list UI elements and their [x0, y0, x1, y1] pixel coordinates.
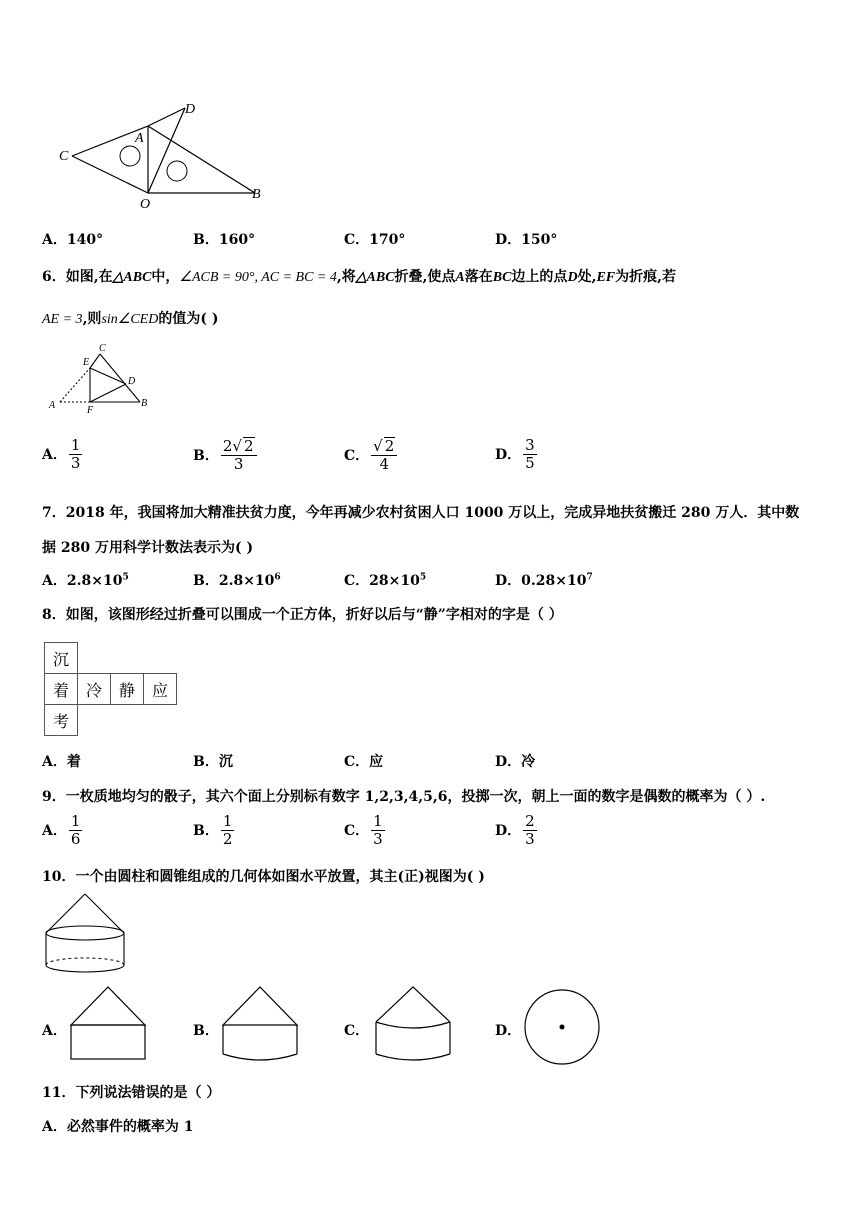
label-d: D [128, 376, 136, 387]
q5-option-c[interactable]: C．170° [344, 232, 406, 248]
q8-option-a[interactable]: A．着 [42, 754, 81, 770]
q11-stem: 11．下列说法错误的是（ ） [42, 1085, 221, 1101]
net-cell: 静 [111, 674, 144, 705]
label-c: C [59, 149, 69, 164]
q5-option-a[interactable]: A．140° [42, 232, 104, 248]
q7-stem-line1: 7．2018 年，我国将加大精准扶贫力度，今年再减少农村贫困人口 1000 万以上，完成异地扶贫搬迁 280 万人．其中数 [42, 505, 800, 521]
q10-option-a[interactable]: A． [42, 1023, 67, 1039]
q8-option-c[interactable]: C．应 [344, 754, 384, 770]
q10-option-d[interactable]: D． [495, 1023, 522, 1039]
q9-option-a[interactable]: A． $\frac{1}{6}$ [42, 812, 81, 848]
q6-option-d[interactable]: D． $\frac{3}{5}$ [495, 436, 535, 472]
q11-option-a[interactable]: A．必然事件的概率为 1 [42, 1119, 194, 1135]
q5-triangle-figure [50, 98, 280, 213]
q5-option-d[interactable]: D．150° [495, 232, 558, 248]
q5-option-b[interactable]: B．160° [193, 232, 256, 248]
label-f: F [87, 405, 94, 415]
net-cell: 考 [45, 705, 78, 736]
label-a: A [135, 131, 144, 146]
net-cell: 沉 [45, 643, 78, 674]
label-o: O [140, 197, 151, 212]
q7-option-a[interactable]: A．$2.8\times 10^5$ [42, 572, 129, 589]
q6-stem-line2: AE = 3,则sin∠CED的值为( ) [42, 311, 219, 327]
label-b: B [141, 398, 148, 409]
label-e: E [83, 357, 90, 368]
q6-option-b[interactable]: B． $\frac{2√ 2}{3}$ [193, 437, 257, 472]
q7-stem-line2: 据 280 万用科学计数法表示为( ) [42, 540, 254, 556]
q7-option-d[interactable]: D．$0.28\times 10^7$ [495, 572, 593, 589]
q10-option-d-view [522, 988, 602, 1068]
q10-option-c-view [372, 984, 456, 1064]
q7-option-c[interactable]: C．$28\times 10^5$ [344, 572, 427, 589]
q10-option-b[interactable]: B． [193, 1023, 219, 1039]
q6-stem-line1: 6．如图,在△ABC中，∠ACB = 90°, AC = BC = 4,将△ABC折叠,使点A落在BC边上的点D处,EF为折痕,若 [42, 269, 676, 285]
q6-option-c[interactable]: C． $\frac{√ 2}{4}$ [344, 437, 397, 472]
q8-cube-net [44, 642, 177, 736]
label-c: C [99, 343, 106, 354]
label-d: D [185, 102, 196, 117]
q10-option-a-view [68, 984, 150, 1062]
q10-option-b-view [219, 984, 303, 1064]
q6-option-a[interactable]: A． $\frac{1}{3}$ [42, 436, 81, 472]
q7-option-b[interactable]: B．$2.8\times 10^6$ [193, 572, 281, 589]
label-a: A [49, 400, 56, 411]
q9-option-c[interactable]: C． $\frac{1}{3}$ [344, 812, 383, 848]
net-cell: 冷 [78, 674, 111, 705]
q8-option-b[interactable]: B．沉 [193, 754, 233, 770]
q10-option-c[interactable]: C． [344, 1023, 370, 1039]
q9-option-b[interactable]: B． $\frac{1}{2}$ [193, 812, 233, 848]
q8-option-d[interactable]: D．冷 [495, 754, 536, 770]
q6-fold-figure [44, 340, 164, 415]
label-b: B [252, 187, 261, 202]
q9-stem: 9．一枚质地均匀的骰子，其六个面上分别标有数字 1,2,3,4,5,6，投掷一次，朝上一面的数字是偶数的概率为（ ）. [42, 789, 766, 805]
q10-stem: 10．一个由圆柱和圆锥组成的几何体如图水平放置，其主(正)视图为( ) [42, 869, 485, 885]
net-cell: 着 [45, 674, 78, 705]
net-cell: 应 [144, 674, 177, 705]
q10-solid-figure [44, 890, 134, 978]
q8-stem: 8．如图，该图形经过折叠可以围成一个正方体，折好以后与“静”字相对的字是（ ） [42, 607, 563, 623]
q9-option-d[interactable]: D． $\frac{2}{3}$ [495, 812, 535, 848]
